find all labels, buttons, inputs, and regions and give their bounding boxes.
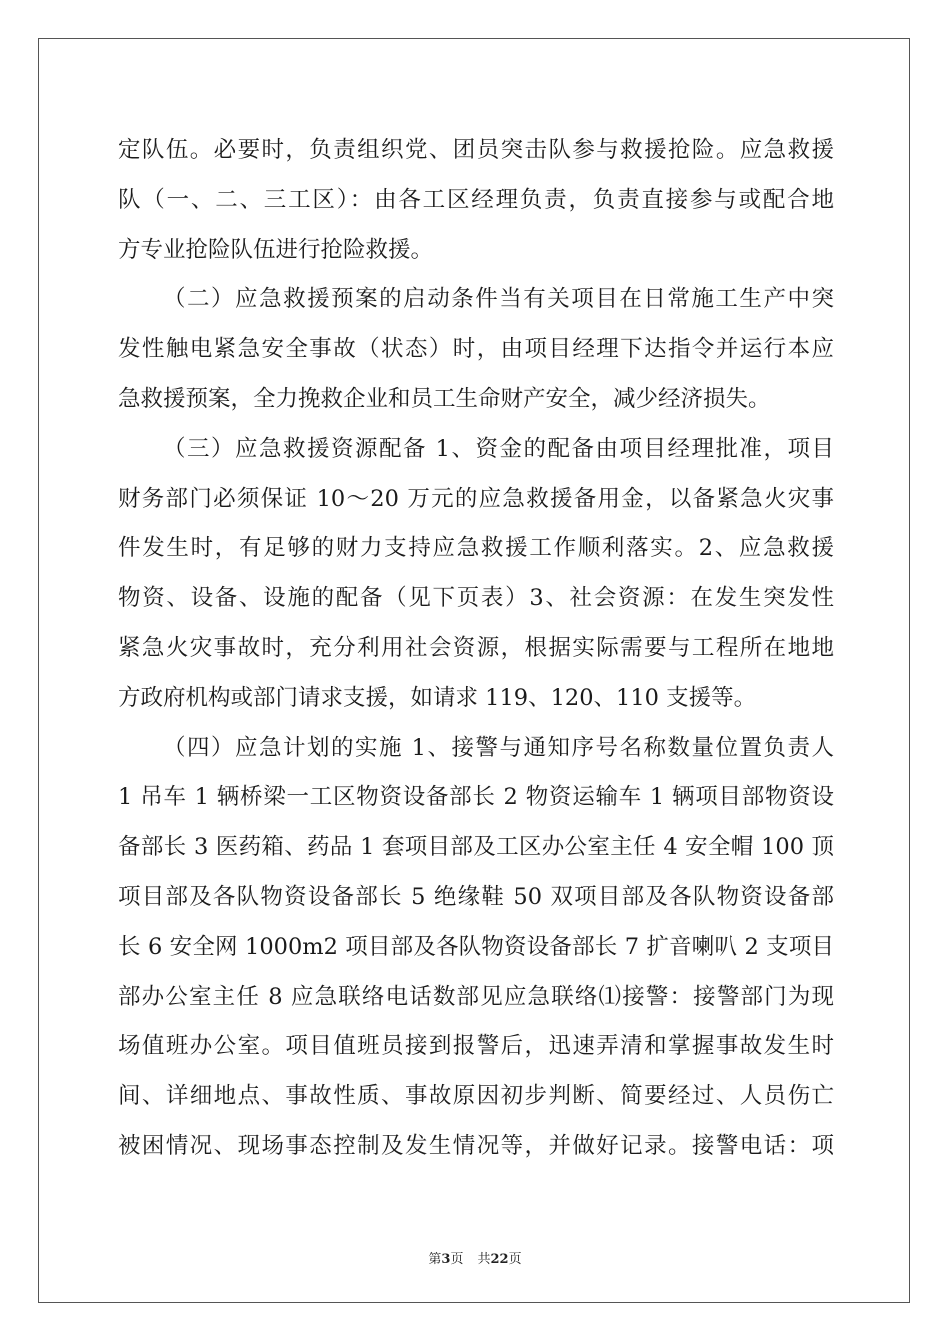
footer-page-unit: 页 (450, 1252, 464, 1267)
page-footer (0, 1248, 950, 1267)
text-line: 件发生时，有足够的财力支持应急救援工作顺利落实。2、应急救援 (118, 535, 834, 562)
footer-current-page: 3 (441, 1252, 451, 1267)
footer-prefix: 第 (428, 1252, 442, 1267)
text-line: 定队伍。必要时，负责组织党、团员突击队参与救援抢险。应急救援 (118, 137, 834, 163)
text-line: （三）应急救援资源配备 1、资金的配备由项目经理批准，项目 (163, 435, 834, 462)
footer-total-prefix: 共 (477, 1252, 491, 1267)
text-line: 项目部及各队物资设备部长 5 绝缘鞋 50 双项目部及各队物资设备部 (118, 883, 834, 910)
text-line: 方政府机构或部门请求支援，如请求 119、120、110 支援等。 (118, 684, 757, 711)
text-line: 1 吊车 1 辆桥梁一工区物资设备部长 2 物资运输车 1 辆项目部物资设 (118, 784, 834, 811)
text-line: 部办公室主任 8 应急联络电话数部见应急联络⑴接警：接警部门为现 (118, 983, 834, 1010)
text-line: 备部长 3 医药箱、药品 1 套项目部及工区办公室主任 4 安全帽 100 顶 (118, 834, 834, 861)
text-line: 间、详细地点、事故性质、事故原因初步判断、简要经过、人员伤亡 (118, 1083, 834, 1110)
text-line: 场值班办公室。项目值班员接到报警后，迅速弄清和掌握事故发生时 (118, 1033, 834, 1060)
text-line: 紧急火灾事故时，充分利用社会资源，根据实际需要与工程所在地地 (118, 634, 834, 661)
footer-total-unit: 页 (508, 1252, 522, 1267)
text-line: 被困情况、现场事态控制及发生情况等，并做好记录。接警电话：项 (118, 1132, 834, 1159)
paragraph (118, 425, 834, 724)
text-line: 队（一、二、三工区）：由各工区经理负责，负责直接参与或配合地 (118, 186, 834, 213)
footer-total-pages: 22 (490, 1252, 509, 1267)
paragraph (118, 275, 834, 424)
text-line: 物资、设备、设施的配备（见下页表）3、社会资源：在发生突发性 (118, 585, 834, 612)
text-line: （二）应急救援预案的启动条件当有关项目在日常施工生产中突 (163, 286, 834, 313)
paragraph (118, 724, 834, 1172)
text-line: 急救援预案，全力挽救企业和员工生命财产安全，减少经济损失。 (118, 385, 771, 412)
text-line: 长 6 安全网 1000m2 项目部及各队物资设备部长 7 扩音喇叭 2 支项目 (118, 933, 834, 960)
document-body (118, 126, 834, 1172)
text-line: 发性触电紧急安全事故（状态）时，由项目经理下达指令并运行本应 (118, 336, 834, 363)
text-line: 财务部门必须保证 10～20 万元的应急救援备用金，以备紧急火灾事 (118, 485, 834, 512)
text-line: （四）应急计划的实施 1、接警与通知序号名称数量位置负责人 (163, 734, 834, 761)
paragraph (118, 126, 834, 275)
text-line: 方专业抢险队伍进行抢险救援。 (118, 236, 434, 263)
